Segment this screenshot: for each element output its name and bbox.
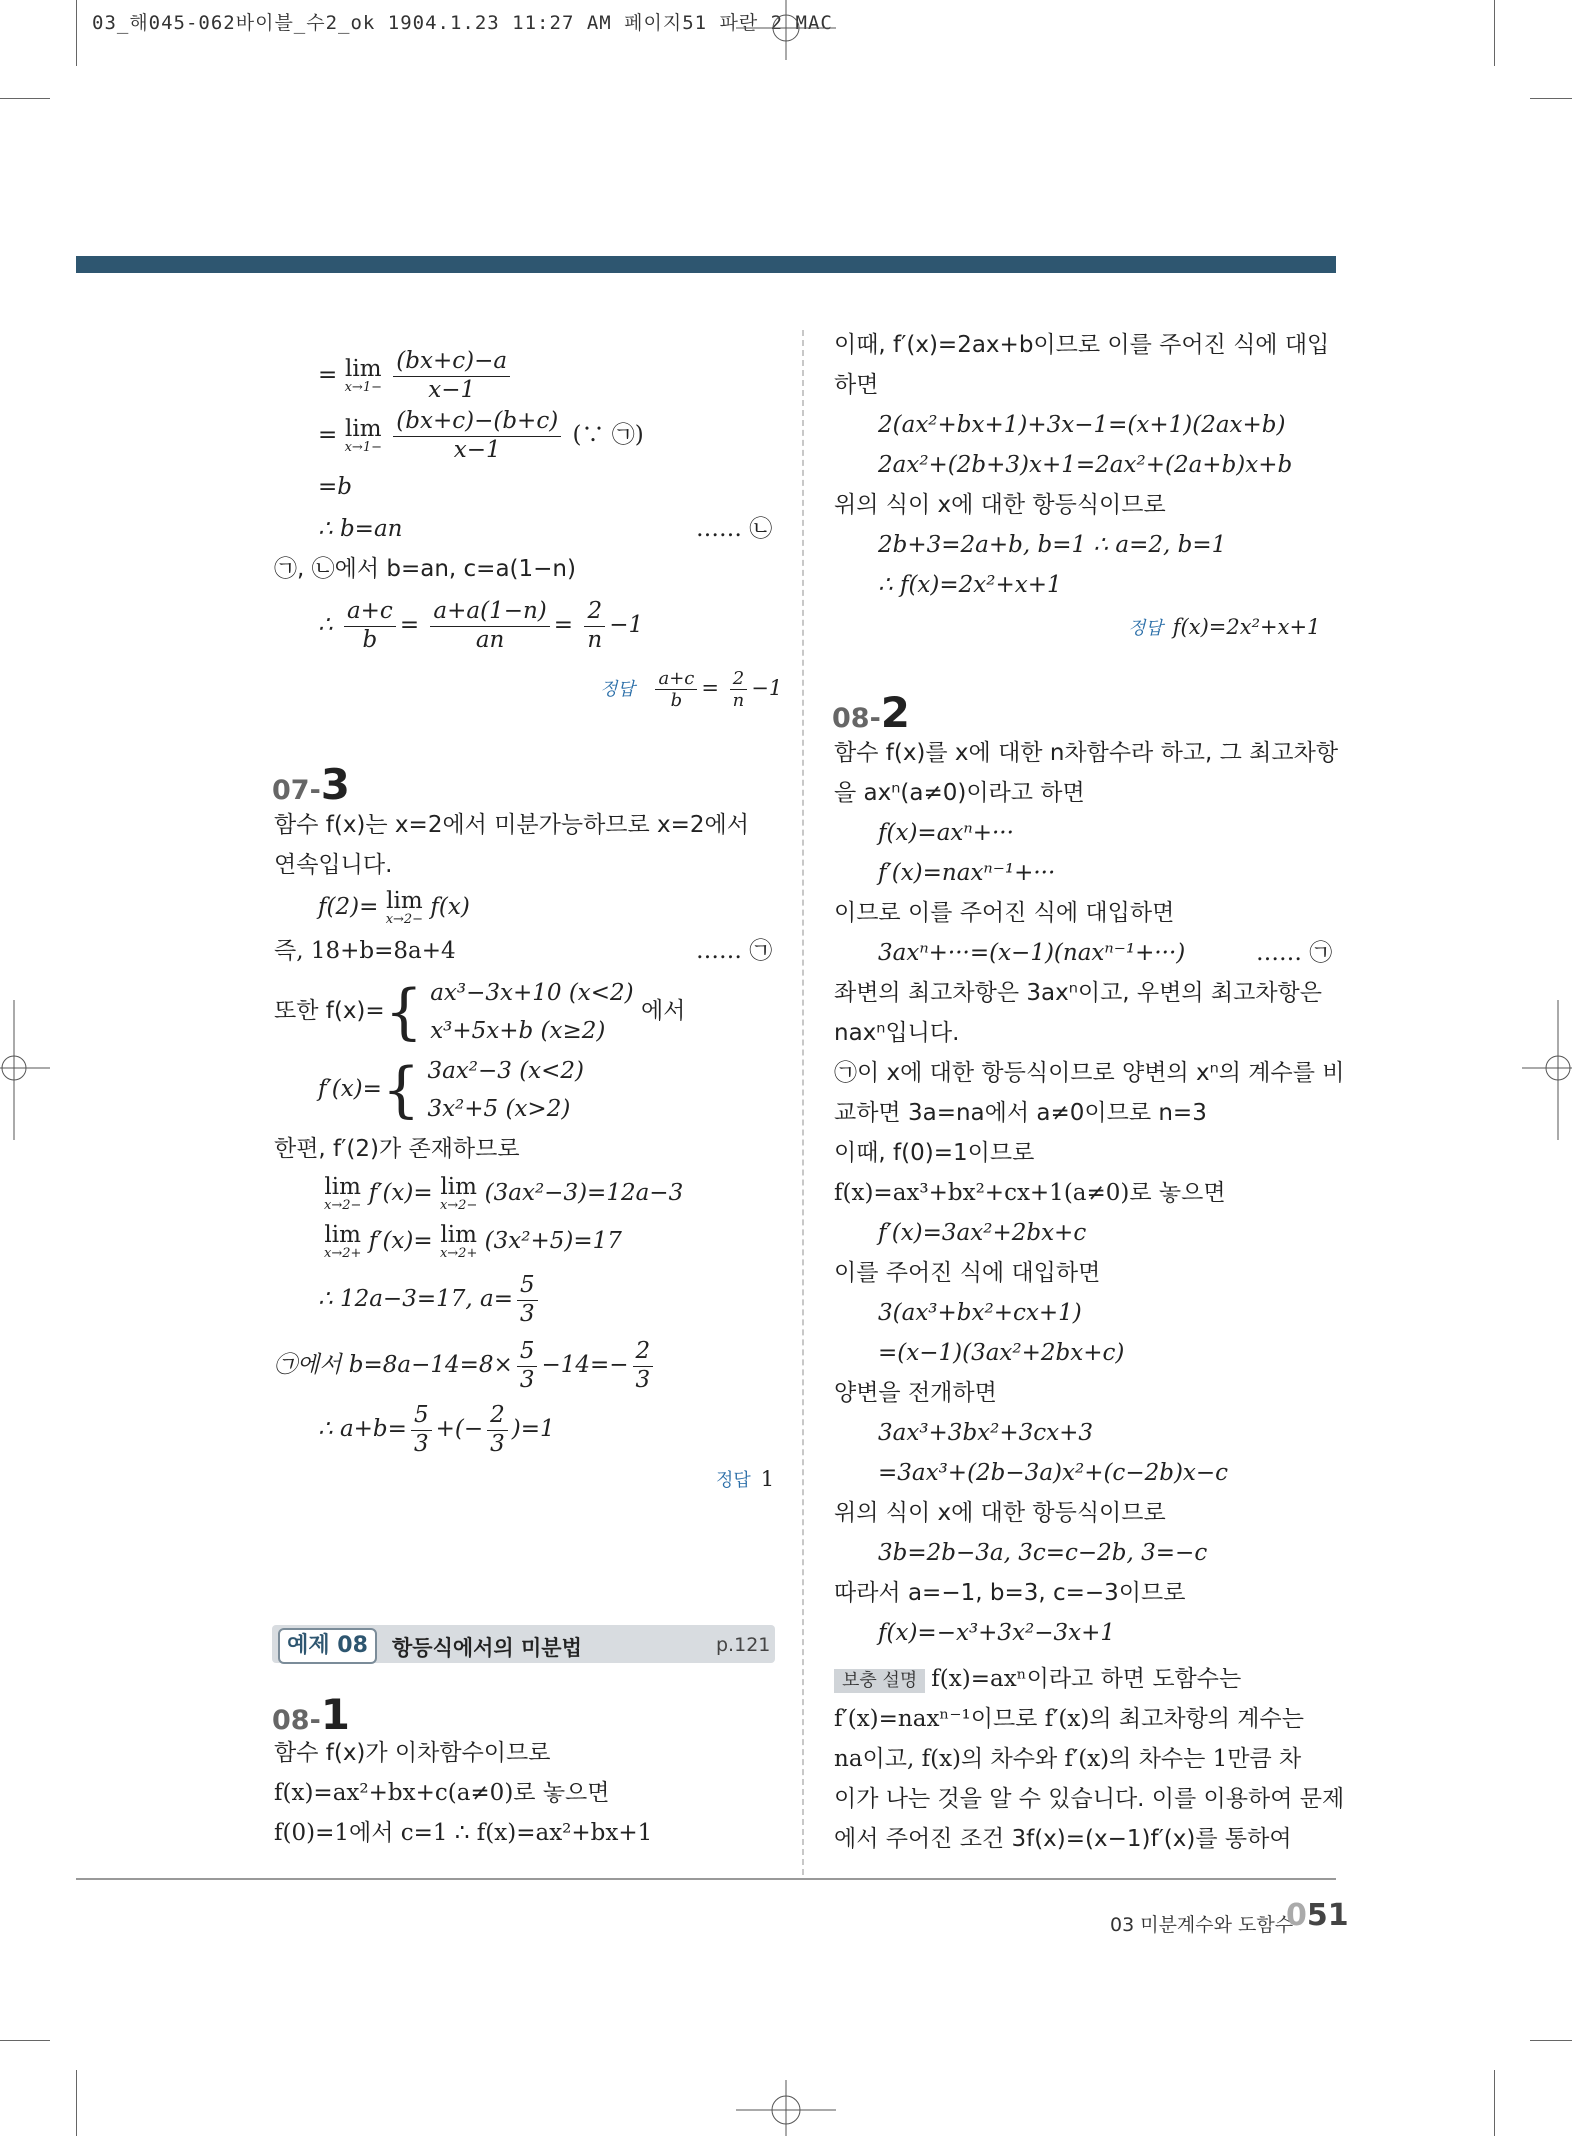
s073-line-3: f(2)= lim x→2− f(x)	[318, 888, 470, 927]
s082-line: =3ax³+(2b−3a)x²+(c−2b)x−c	[878, 1460, 1229, 1486]
example-label: 예제 08	[278, 1628, 377, 1664]
section-heading-07-3: 07-3	[272, 760, 351, 809]
example-page-ref: p.121	[716, 1634, 771, 1656]
registration-mark-icon	[0, 1000, 50, 1140]
s082-line: f(x)=ax³+bx²+cx+1(a≠0)로 놓으면	[834, 1180, 1226, 1206]
s082-line: 을 axⁿ(a≠0)이라고 하면	[834, 780, 1085, 806]
s082-line: 이를 주어진 식에 대입하면	[834, 1260, 1101, 1286]
answer-line: 정답 f(x)=2x²+x+1	[1128, 615, 1321, 639]
right-line-2: 하면	[834, 372, 879, 398]
section-heading-08-1: 08-1	[272, 1690, 351, 1739]
crop-mark	[1494, 0, 1495, 66]
s082-line: 이므로 이를 주어진 식에 대입하면	[834, 900, 1175, 926]
s082-line: f′(x)=naxⁿ⁻¹+···	[878, 860, 1056, 886]
answer-line: 정답 $\frac{a+c}{b}$ = $\frac{2}{n}$ −1	[600, 668, 783, 711]
footer-rule	[76, 1878, 1336, 1880]
example-title: 항등식에서의 미분법	[392, 1636, 582, 1660]
answer-line: 정답 1	[716, 1467, 775, 1491]
registration-mark-icon	[1522, 1000, 1572, 1140]
crop-mark	[0, 2040, 50, 2041]
s073-line-12: ∴ a+b= $\frac{5}{3}$ +(− $\frac{2}{3}$ )=1	[318, 1402, 555, 1457]
crop-mark	[76, 0, 77, 66]
s073-line-9: lim x→2+ f′(x)= lim x→2+ (3x²+5)=17	[324, 1222, 622, 1261]
left-line-1: = lim x→1− $\frac{(bx+c)-a}{x-1}$	[318, 348, 514, 404]
supplement-line: 에서 주어진 조건 3f(x)=(x−1)f′(x)를 통하여	[834, 1826, 1292, 1852]
crop-mark	[76, 2070, 77, 2136]
s073-line-2: 연속입니다.	[274, 852, 393, 878]
s082-line: 3ax³+3bx²+3cx+3	[878, 1420, 1094, 1446]
s073-piecewise-f: 또한 f(x)={ ax³−3x+10 (x<2) x³+5x+b (x≥2) 에서	[274, 977, 686, 1047]
left-line-6: ∴ $\frac{a+c}{b}$ = $\frac{a+a(1-n)}{an}$ = $\frac{2}{n}$ −1	[318, 598, 644, 653]
s082-line: 3axⁿ+···=(x−1)(naxⁿ⁻¹+···)	[878, 940, 1186, 966]
s082-line: 따라서 a=−1, b=3, c=−3이므로	[834, 1580, 1186, 1606]
crop-mark	[1530, 98, 1572, 99]
s082-line: =(x−1)(3ax²+2bx+c)	[878, 1340, 1125, 1366]
left-line-5: ㉠, ㉡에서 b=an, c=a(1−n)	[274, 556, 576, 582]
s073-piecewise-fprime: f′(x)={ 3ax²−3 (x<2) 3x²+5 (x>2)	[318, 1055, 585, 1125]
registration-mark-icon	[736, 0, 836, 60]
equation-marker: …… ㉠	[1256, 940, 1333, 966]
s082-line: ㉠이 x에 대한 항등식이므로 양변의 xⁿ의 계수를 비	[834, 1060, 1345, 1086]
s082-line: 3(ax³+bx²+cx+1)	[878, 1300, 1082, 1326]
supplement-line: f′(x)=naxⁿ⁻¹이므로 f′(x)의 최고차항의 계수는	[834, 1706, 1304, 1732]
supplement-tag: 보충 설명	[834, 1669, 925, 1693]
s081-line-2: f(x)=ax²+bx+c(a≠0)로 놓으면	[274, 1780, 610, 1806]
right-line-5: 위의 식이 x에 대한 항등식이므로	[834, 492, 1166, 518]
s073-line-10: ∴ 12a−3=17, a= $\frac{5}{3}$	[318, 1272, 542, 1328]
s073-line-7: 한편, f′(2)가 존재하므로	[274, 1136, 520, 1162]
equation-marker: …… ㉡	[696, 516, 773, 542]
s082-line: 3b=2b−3a, 3c=c−2b, 3=−c	[878, 1540, 1208, 1566]
s082-line: f(x)=axⁿ+···	[878, 820, 1014, 846]
right-line-1: 이때, f′(x)=2ax+b이므로 이를 주어진 식에 대입	[834, 332, 1330, 358]
right-line-4: 2ax²+(2b+3)x+1=2ax²+(2a+b)x+b	[878, 452, 1293, 478]
s081-line-1: 함수 f(x)가 이차함수이므로	[274, 1740, 551, 1766]
left-line-4: ∴ b=an	[318, 516, 403, 542]
left-line-3: =b	[318, 474, 352, 500]
right-line-6: 2b+3=2a+b, b=1 ∴ a=2, b=1	[878, 532, 1227, 558]
equation-marker: …… ㉠	[696, 938, 773, 964]
s082-line: 함수 f(x)를 x에 대한 n차함수라 하고, 그 최고차항	[834, 740, 1339, 766]
supplement-line: na이고, f(x)의 차수와 f′(x)의 차수는 1만큼 차	[834, 1746, 1302, 1772]
s073-line-8: lim x→2− f′(x)= lim x→2− (3ax²−3)=12a−3	[324, 1174, 684, 1213]
registration-mark-icon	[736, 2080, 836, 2136]
section-heading-08-2: 08-2	[832, 688, 911, 737]
print-slug: 03_해045-062바이블_수2_ok 1904.1.23 11:27 AM 페이지51 파란 2 MAC	[92, 12, 833, 34]
crop-mark	[0, 98, 50, 99]
page-number: 051	[1286, 1898, 1349, 1933]
left-line-2: = lim x→1− $\frac{(bx+c)-(b+c)}{x-1}$ (∵ ㉠)	[318, 408, 644, 463]
chapter-title: 03 미분계수와 도함수	[1110, 1914, 1294, 1936]
right-line-7: ∴ f(x)=2x²+x+1	[878, 572, 1062, 598]
s081-line-3: f(0)=1에서 c=1 ∴ f(x)=ax²+bx+1	[274, 1820, 653, 1846]
s073-line-4: 즉, 18+b=8a+4	[274, 938, 456, 964]
s082-line: 좌변의 최고차항은 3axⁿ이고, 우변의 최고차항은	[834, 980, 1322, 1006]
s082-line: 양변을 전개하면	[834, 1380, 997, 1406]
s073-line-11: ㉠에서 b=8a−14=8× $\frac{5}{3}$ −14=− $\frac{2}{3}$	[274, 1338, 657, 1394]
supplement-line: 보충 설명 f(x)=axⁿ이라고 하면 도함수는	[834, 1666, 1241, 1694]
s082-line: f(x)=−x³+3x²−3x+1	[878, 1620, 1116, 1646]
right-line-3: 2(ax²+bx+1)+3x−1=(x+1)(2ax+b)	[878, 412, 1286, 438]
s082-line: naxⁿ입니다.	[834, 1020, 960, 1046]
s082-line: 위의 식이 x에 대한 항등식이므로	[834, 1500, 1166, 1526]
s082-line: f′(x)=3ax²+2bx+c	[878, 1220, 1087, 1246]
header-band	[76, 256, 1336, 273]
column-divider	[802, 330, 804, 1875]
supplement-line: 이가 나는 것을 알 수 있습니다. 이를 이용하여 문제	[834, 1786, 1345, 1812]
crop-mark	[1494, 2070, 1495, 2136]
s082-line: 교하면 3a=na에서 a≠0이므로 n=3	[834, 1100, 1207, 1126]
s082-line: 이때, f(0)=1이므로	[834, 1140, 1035, 1166]
s073-line-1: 함수 f(x)는 x=2에서 미분가능하므로 x=2에서	[274, 812, 749, 838]
crop-mark	[1530, 2040, 1572, 2041]
